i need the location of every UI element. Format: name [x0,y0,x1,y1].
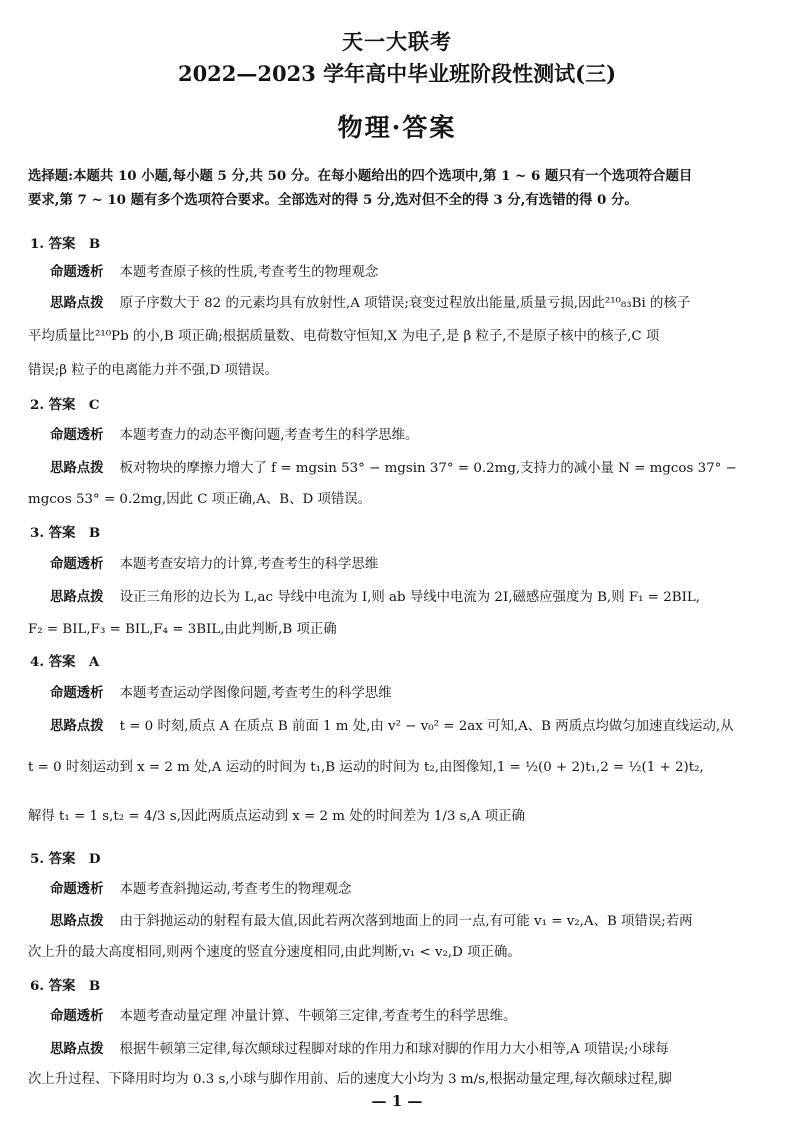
hint-text-q2-line1: 板对物块的摩擦力增大了 f = mgsin 53° − mgsin 37° = 0.2mg,支持力的减小量 N = mgcos 37° − [119,461,737,476]
hint-text-q1-line2: 平均质量比²¹⁰Pb 的小,B 项正确;根据质量数、电荷数守恒知,X 为电子,是 β 粒子,不是原子核中的核子,C 项 [28,329,660,344]
instructions-line-1: 选择题:本题共 10 小题,每小题 5 分,共 50 分。在每小题给出的四个选项中,第 1 ~ 6 题只有一个选项符合题目 [28,168,693,184]
hint-text-q5-line2: 次上升的最大高度相同,则两个速度的竖直分速度相同,由此判断,v₁ < v₂,D 项正确。 [28,945,521,960]
hint-label: 思路点拨 [50,913,104,929]
subject-title: 物理·答案 [337,113,457,142]
analysis-text-q6: 本题考查动量定理 冲量计算、牛顿第三定律,考查考生的科学思维。 [119,1009,517,1024]
analysis-row-q4 [50,680,772,707]
page-number: — 1 — [371,1092,423,1110]
hint-row-q1 [50,290,772,317]
analysis-label: 命题透析 [50,1008,104,1024]
analysis-text-q2: 本题考查力的动态平衡问题,考查考生的科学思维。 [119,428,419,443]
analysis-text-q5: 本题考查斜抛运动,考查考生的物理观念 [119,882,352,897]
answer-heading-q6: 6. 答案 B [30,978,101,994]
hint-row-q6 [50,1036,772,1063]
analysis-text-q3: 本题考查安培力的计算,考查考生的科学思维 [119,557,379,572]
hint-text-q3-line2: F₂ = BIL,F₃ = BIL,F₄ = 3BIL,由此判断,B 项正确 [28,622,337,637]
hint-text-q4-line2: t = 0 时刻运动到 x = 2 m 处,A 运动的时间为 t₁,B 运动的时间为 t₂,由图像知,1 = ½(0 + 2)t₁,2 = ½(1 + 2)t₂, [28,760,704,775]
analysis-row-q5 [50,876,772,903]
hint-text-q5-line1: 由于斜抛运动的射程有最大值,因此若两次落到地面上的同一点,有可能 v₁ = v₂,A、B 项错误;若两 [119,914,693,929]
hint-row-q3 [50,584,772,611]
analysis-text-q1: 本题考查原子核的性质,考查考生的物理观念 [119,265,379,280]
analysis-row-q3 [50,551,772,578]
hint-text-q4-line3: 解得 t₁ = 1 s,t₂ = 4/3 s,因此两质点运动到 x = 2 m 处的时间差为 1/3 s,A 项正确 [28,809,525,824]
hint-label: 思路点拨 [50,295,104,311]
hint-text-q3-line1: 设正三角形的边长为 L,ac 导线中电流为 I,则 ab 导线中电流为 2I,磁感应强度为 B,则 F₁ = 2BIL, [119,590,701,605]
section-instructions [28,164,770,212]
exam-title: 2022—2023 学年高中毕业班阶段性测试(三) [177,61,617,86]
hint-text-q4-line1: t = 0 时刻,质点 A 在质点 B 前面 1 m 处,由 v² − v₀² = 2ax 可知,A、B 两质点均做匀加速直线运动,从 [119,719,734,734]
exam-organizer-title: 天一大联考 [342,29,452,54]
hint-row-q4 [50,713,772,740]
hint-row-q5 [50,908,772,935]
hint-text-q1-line3: 错误;β 粒子的电离能力并不强,D 项错误。 [28,363,279,378]
hint-text-q6-line2: 次上升过程、下降用时均为 0.3 s,小球与脚作用前、后的速度大小均为 3 m/s,根据动量定理,每次颠球过程,脚 [28,1072,672,1087]
hint-label: 思路点拨 [50,1041,104,1057]
analysis-label: 命题透析 [50,427,104,443]
analysis-row-q2 [50,422,772,449]
answer-heading-q3: 3. 答案 B [30,525,101,541]
answer-heading-q2: 2. 答案 C [30,397,100,413]
analysis-row-q1 [50,259,772,286]
analysis-text-q4: 本题考查运动学图像问题,考查考生的科学思维 [119,686,392,701]
answer-heading-q4: 4. 答案 A [30,654,100,670]
hint-text-q1-line1: 原子序数大于 82 的元素均具有放射性,A 项错误;衰变过程放出能量,质量亏损,因此²¹⁰₈₃Bi 的核子 [119,296,691,311]
hint-label: 思路点拨 [50,589,104,605]
analysis-label: 命题透析 [50,881,104,897]
instructions-line-2: 要求,第 7 ~ 10 题有多个选项符合要求。全部选对的得 5 分,选对但不全的得 3 分,有选错的得 0 分。 [28,192,638,208]
analysis-label: 命题透析 [50,556,104,572]
hint-label: 思路点拨 [50,718,104,734]
hint-text-q6-line1: 根据牛顿第三定律,每次颠球过程脚对球的作用力和球对脚的作用力大小相等,A 项错误;小球每 [119,1042,669,1057]
answer-heading-q5: 5. 答案 D [30,851,101,867]
analysis-row-q6 [50,1003,772,1030]
hint-label: 思路点拨 [50,460,104,476]
analysis-label: 命题透析 [50,264,104,280]
hint-text-q2-line2: mgcos 53° = 0.2mg,因此 C 项正确,A、B、D 项错误。 [28,492,372,507]
analysis-label: 命题透析 [50,685,104,701]
hint-row-q2 [50,455,772,482]
answer-heading-q1: 1. 答案 B [30,236,101,252]
